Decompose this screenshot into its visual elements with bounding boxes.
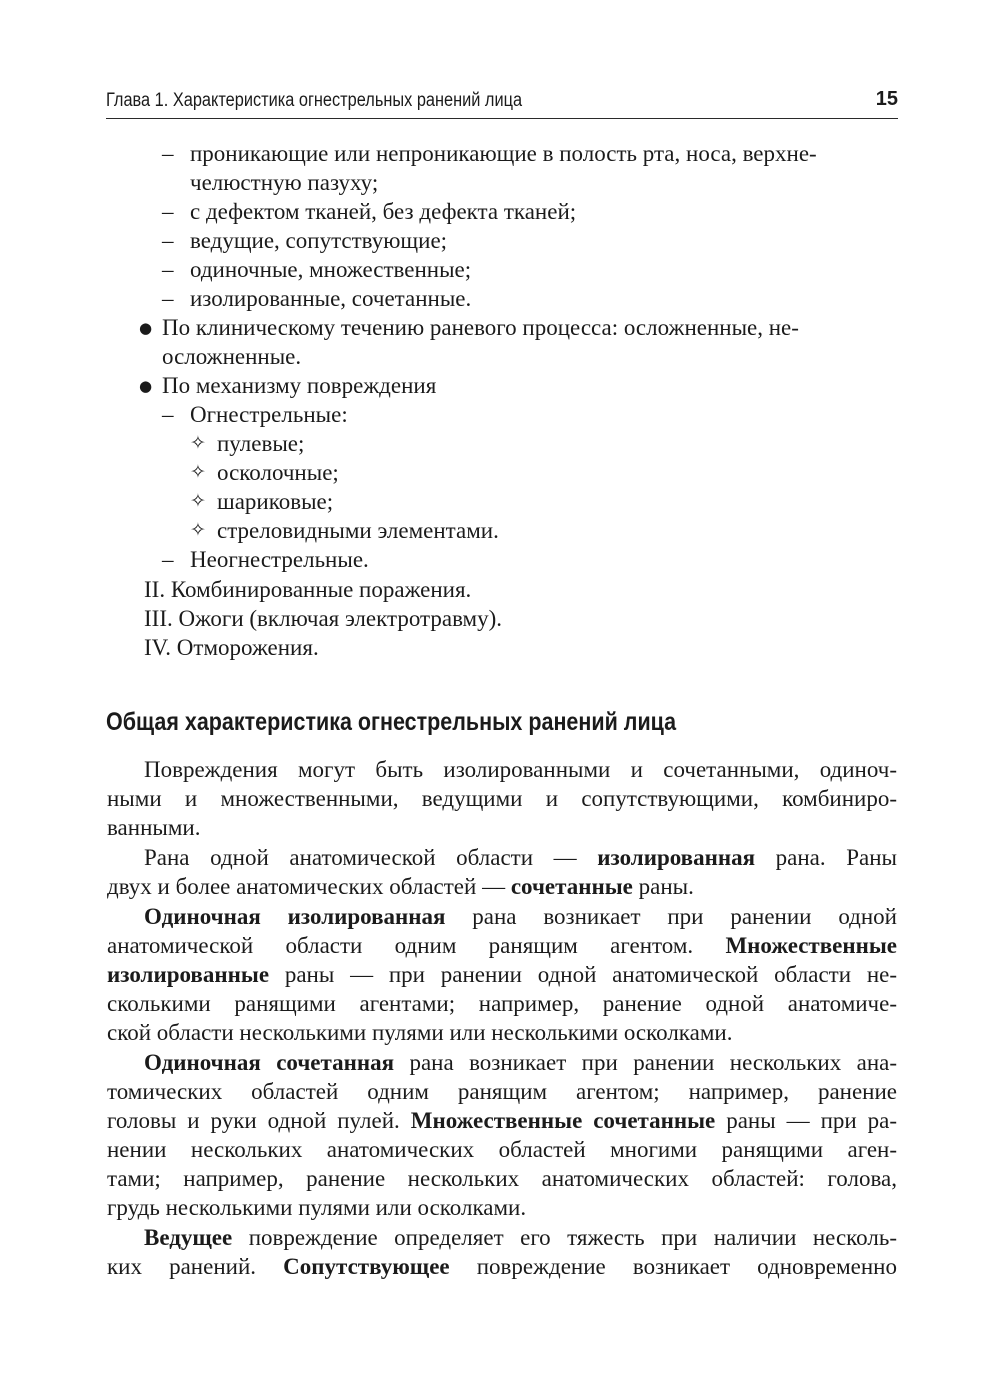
list-item: По механизму повреждения — [162, 373, 437, 398]
sparkle-icon: ✧ — [190, 519, 206, 541]
list-item: осколочные; — [217, 460, 339, 485]
bullet-icon: ● — [139, 377, 153, 395]
paragraph-line: Одиночная сочетанная рана возникает при ранении нескольких ана- — [144, 1050, 897, 1075]
dash-marker: – — [162, 199, 174, 224]
bold-term: Множественные сочетанные — [410, 1108, 716, 1133]
page-number: 15 — [875, 88, 898, 110]
paragraph-line: ванными. — [107, 815, 201, 840]
list-item: стреловидными элементами. — [217, 518, 499, 543]
chapter-title: Глава 1. Характеристика огнестрельных ранений лица — [106, 90, 523, 111]
list-item: проникающие или непроникающие в полость рта, носа, верхне- — [190, 141, 817, 166]
bold-term: Сопутствующее — [283, 1254, 450, 1279]
list-item: ведущие, сопутствующие; — [190, 228, 448, 253]
paragraph-line: томических областей одним ранящим агентом; например, ранение — [107, 1079, 897, 1104]
sparkle-icon: ✧ — [190, 461, 206, 483]
paragraph-line: ской области несколькими пулями или несколькими осколками. — [107, 1020, 733, 1045]
bold-term: Одиночная изолированная — [144, 904, 446, 929]
paragraph-line: двух и более анатомических областей — сочетанные раны. — [107, 874, 694, 899]
dash-marker: – — [162, 286, 174, 311]
paragraph-line: нении нескольких анатомических областей многими ранящими аген- — [107, 1137, 897, 1162]
list-item: Огнестрельные: — [190, 402, 348, 427]
list-item: По клиническому течению раневого процесса: осложненные, не- — [162, 315, 799, 340]
list-item: с дефектом тканей, без дефекта тканей; — [190, 199, 577, 224]
dash-marker: – — [162, 257, 174, 282]
roman-list-item: III. Ожоги (включая электротравму). — [144, 606, 502, 631]
paragraph-line: головы и руки одной пулей. Множественные сочетанные раны — при ра- — [107, 1108, 897, 1133]
bold-term: изолированные — [107, 962, 270, 987]
dash-marker: – — [162, 402, 174, 427]
list-item: одиночные, множественные; — [190, 257, 472, 282]
roman-list-item: IV. Отморожения. — [144, 635, 319, 660]
list-item: шариковые; — [217, 489, 334, 514]
dash-marker: – — [162, 141, 174, 166]
paragraph-line: Рана одной анатомической области — изолированная рана. Раны — [144, 845, 898, 870]
bold-term: Множественные — [725, 933, 897, 958]
paragraph-line: ких ранений. Сопутствующее повреждение возникает одновременно — [107, 1254, 897, 1279]
paragraph-line: тами; например, ранение нескольких анатомических областей: голова, — [107, 1166, 897, 1191]
paragraph-line: Одиночная изолированная рана возникает при ранении одной — [144, 904, 897, 929]
roman-list-item: II. Комбинированные поражения. — [144, 577, 472, 602]
running-header — [106, 88, 898, 119]
bold-term: изолированная — [597, 845, 756, 870]
list-item: пулевые; — [217, 431, 305, 456]
list-item: изолированные, сочетанные. — [190, 286, 472, 311]
sparkle-icon: ✧ — [190, 432, 206, 454]
bold-term: Ведущее — [144, 1225, 233, 1250]
paragraph-line: изолированные раны — при ранении одной анатомической области не- — [107, 962, 897, 987]
paragraph-line: анатомической области одним ранящим агентом. Множественные — [107, 933, 897, 958]
bullet-icon: ● — [139, 319, 153, 337]
bold-term: сочетанные — [510, 874, 633, 899]
paragraph-line: Ведущее повреждение определяет его тяжесть при наличии несколь- — [144, 1225, 897, 1250]
paragraph-line: Повреждения могут быть изолированными и сочетанными, одиноч- — [144, 757, 897, 782]
bold-term: Одиночная сочетанная — [144, 1050, 395, 1075]
paragraph-line: сколькими ранящими агентами; например, ранение одной анатомиче- — [107, 991, 897, 1016]
paragraph-line: грудь несколькими пулями или осколками. — [107, 1195, 527, 1220]
paragraph-line: ными и множественными, ведущими и сопутствующими, комбиниро- — [107, 786, 897, 811]
list-item: Неогнестрельные. — [190, 547, 369, 572]
dash-marker: – — [162, 228, 174, 253]
dash-marker: – — [162, 547, 174, 572]
list-item-continuation: осложненные. — [162, 344, 302, 369]
list-item-continuation: челюстную пазуху; — [190, 170, 379, 195]
sparkle-icon: ✧ — [190, 490, 206, 512]
section-heading: Общая характеристика огнестрельных ранений лица — [106, 708, 677, 736]
